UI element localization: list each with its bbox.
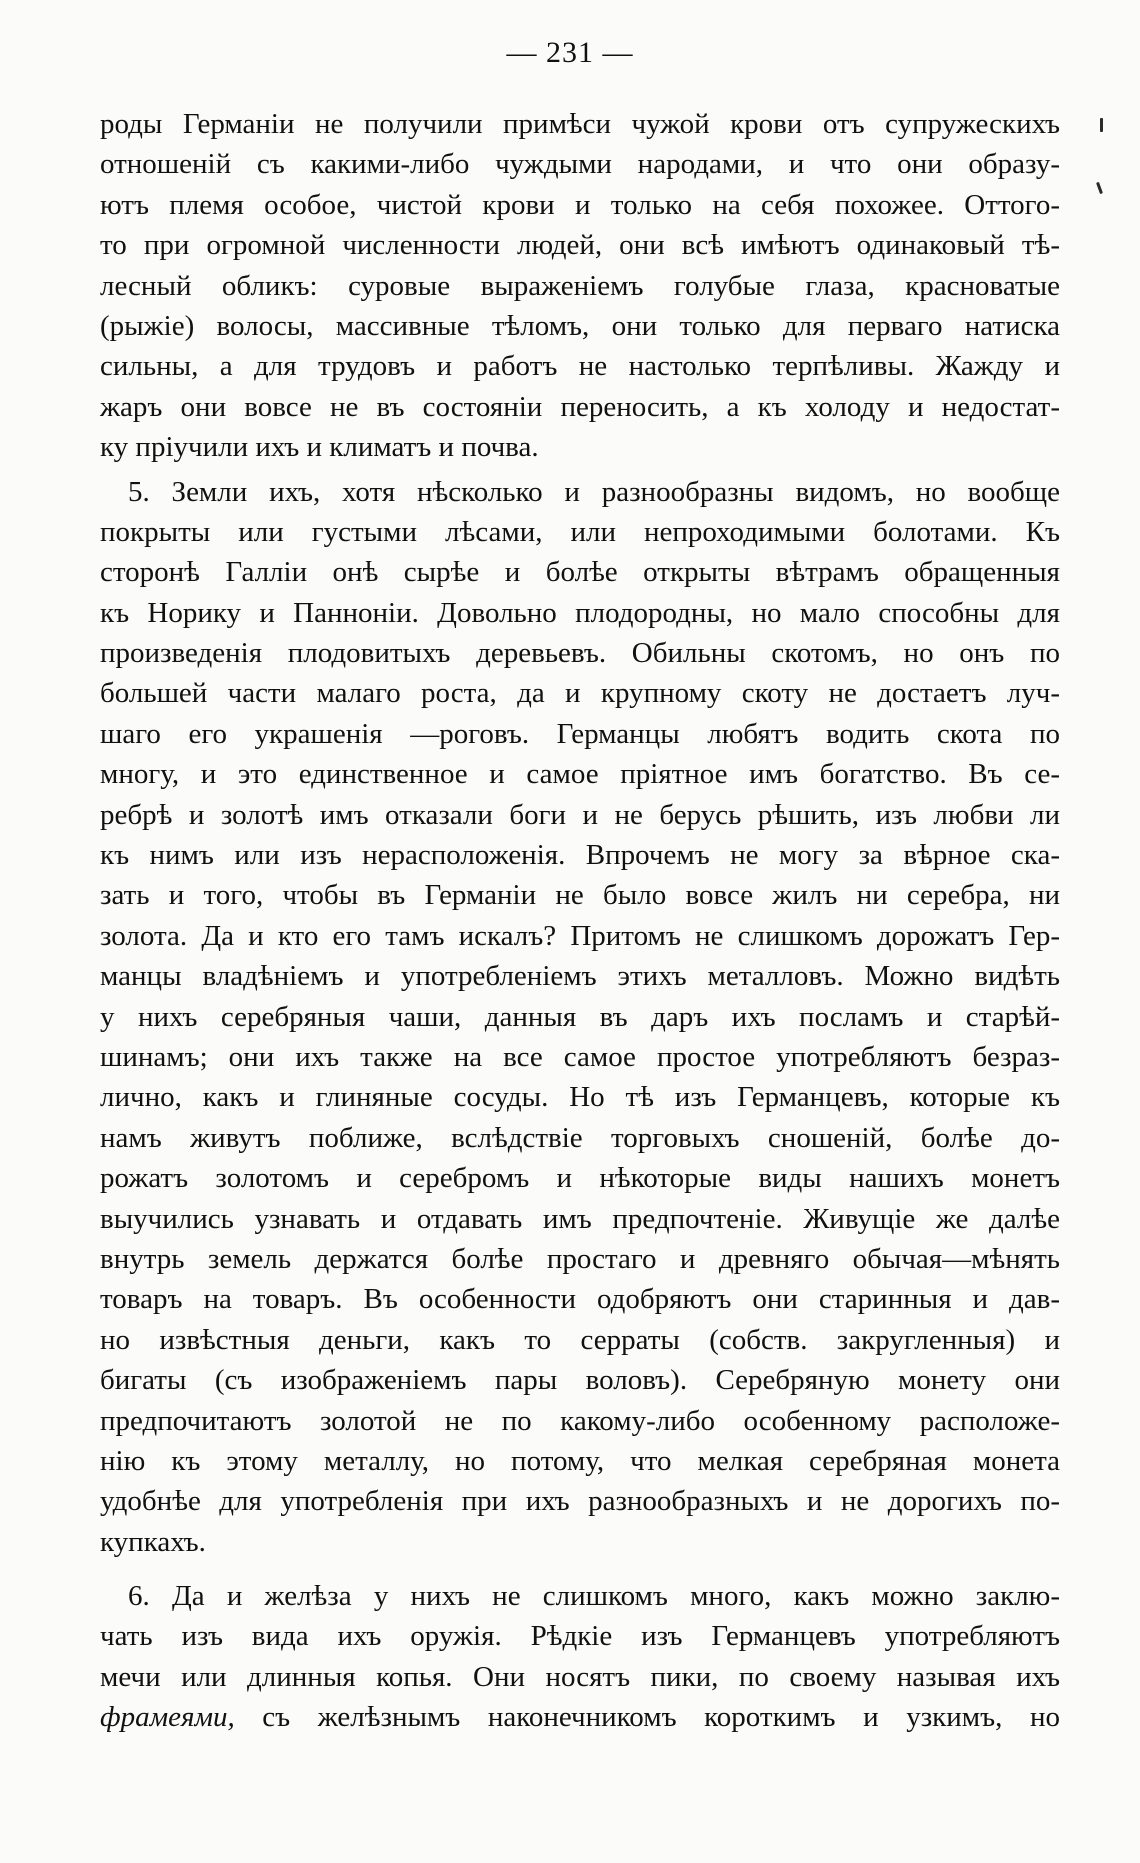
text-line: большей части малаго роста, да и крупному скоту не достаетъ луч- (100, 677, 1060, 710)
text-line: мечи или длинныя копья. Они носятъ пики, по своему называя ихъ (100, 1660, 1060, 1693)
text-line: купкахъ. (100, 1525, 206, 1558)
text-line: ребрѣ и золотѣ имъ отказали боги и не берусь рѣшить, изъ любви ли (100, 798, 1060, 831)
text-line: шинамъ; они ихъ также на все самое простое употребляютъ безраз- (100, 1040, 1060, 1073)
text-line: жаръ они вовсе не въ состоянiи переносить, а къ холоду и недостат- (100, 390, 1060, 423)
text-line: золота. Да и кто его тамъ искалъ? Притомъ не слишкомъ дорожатъ Гер- (100, 919, 1060, 952)
text-line: лесный обликъ: суровые выраженiемъ голубые глаза, красноватые (100, 269, 1060, 302)
section-6-start: 6. Да и желѣза у нихъ не слишкомъ много, какъ можно заклю- (128, 1580, 1060, 1613)
margin-mark-top (1100, 118, 1103, 132)
text-line: но извѣстныя деньги, какъ то серраты (собств. закругленныя) и (100, 1323, 1060, 1356)
text-line: многу, и это единственное и самое прiятное имъ богатство. Въ се- (100, 758, 1060, 791)
margin-mark-middle (1096, 182, 1103, 194)
text-line: намъ живутъ поближе, вслѣдствiе торговыхъ сношенiй, болѣе до- (100, 1121, 1060, 1154)
text-line: сторонѣ Галлiи онѣ сырѣе и болѣе открыты вѣтрамъ обращенныя (100, 556, 1060, 589)
text-line: произведенiя плодовитыхъ деревьевъ. Обильны скотомъ, но онъ по (100, 637, 1060, 670)
text-line: покрыты или густыми лѣсами, или непроходимыми болотами. Къ (100, 515, 1060, 548)
text-line: внутрь земель держатся болѣе простаго и древняго обычая—мѣнять (100, 1242, 1060, 1275)
text-line: у нихъ серебряныя чаши, данныя въ даръ ихъ посламъ и старѣй- (100, 1000, 1060, 1033)
text-line-last (100, 1697, 1060, 1737)
text-line: то при огромной численности людей, они всѣ имѣютъ одинаковый тѣ- (100, 229, 1060, 262)
italic-term: фрамеями, (100, 1701, 235, 1734)
text-body (100, 104, 1060, 1738)
text-line: рожатъ золотомъ и серебромъ и нѣкоторые виды нашихъ монетъ (100, 1162, 1060, 1195)
text-line: къ Норику и Паннонiи. Довольно плодородны, но мало способны для (100, 596, 1060, 629)
text-line: лично, какъ и глиняные сосуды. Но тѣ изъ Германцевъ, которые къ (100, 1081, 1060, 1114)
text-line: (рыжiе) волосы, массивные тѣломъ, они только для перваго натиска (100, 309, 1060, 342)
text-line: манцы владѣнiемъ и употребленiемъ этихъ металловъ. Можно видѣть (100, 960, 1060, 993)
text-line: ку прiучили ихъ и климатъ и почва. (100, 431, 539, 464)
text-line: зать и того, чтобы въ Германiи не было вовсе жилъ ни серебра, ни (100, 879, 1060, 912)
text-line: предпочитаютъ золотой не по какому-либо особенному расположе- (100, 1404, 1060, 1437)
section-5-start: 5. Земли ихъ, хотя нѣсколько и разнообразны видомъ, но вообще (128, 475, 1060, 508)
text-line: ютъ племя особое, чистой крови и только на себя похожее. Оттого- (100, 188, 1060, 221)
text-line: бигаты (съ изображенiемъ пары воловъ). Серебряную монету они (100, 1364, 1060, 1397)
text-line: сильны, а для трудовъ и работъ не настолько терпѣливы. Жажду и (100, 350, 1060, 383)
text-line: выучились узнавать и отдавать имъ предпочтенiе. Живущiе же далѣе (100, 1202, 1060, 1235)
text-line: отношенiй съ какими-либо чуждыми народами, и что они образу- (100, 148, 1060, 181)
text-line: чать изъ вида ихъ оружiя. Рѣдкiе изъ Германцевъ употребляютъ (100, 1620, 1060, 1653)
text-line-rest: съ желѣзнымъ наконечникомъ короткимъ и узкимъ, но (234, 1701, 1060, 1734)
text-line: роды Германiи не получили примѣси чужой крови отъ супружескихъ (100, 108, 1060, 140)
text-line: къ нимъ или изъ нерасположенiя. Впрочемъ не могу за вѣрное ска- (100, 839, 1060, 872)
page-number: — 231 — (506, 36, 634, 69)
text-line: шаго его украшенiя —роговъ. Германцы любятъ водить скота по (100, 717, 1060, 750)
text-line: товаръ на товаръ. Въ особенности одобряютъ они старинныя и дав- (100, 1283, 1060, 1316)
text-line: нiю къ этому металлу, но потому, что мелкая серебряная монета (100, 1444, 1060, 1477)
text-line: удобнѣе для употребленiя при ихъ разнообразныхъ и не дорогихъ по- (100, 1485, 1060, 1518)
